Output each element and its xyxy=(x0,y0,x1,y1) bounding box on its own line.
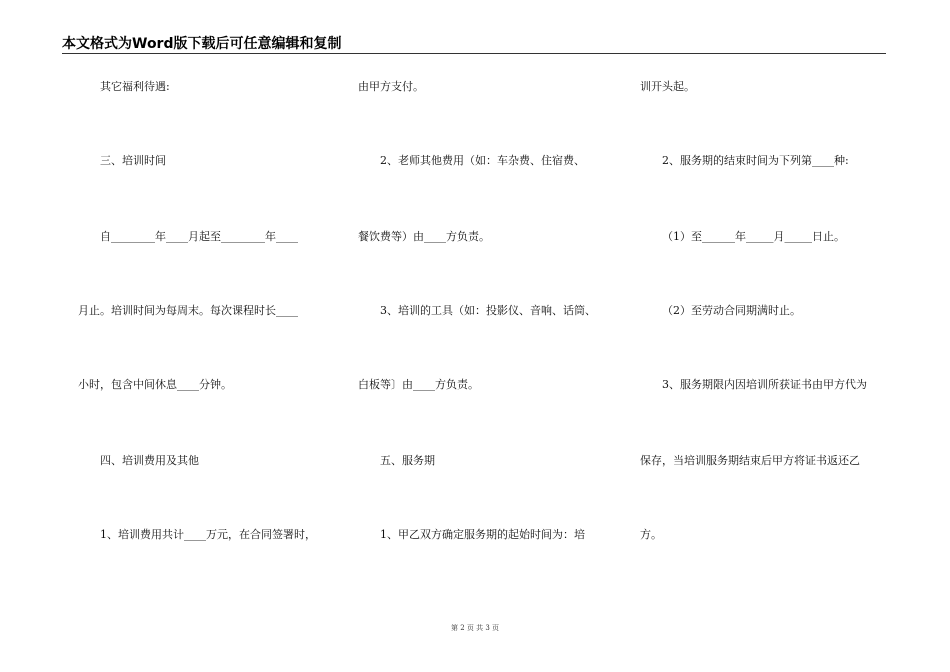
page-number-footer: 第 2 页 共 3 页 xyxy=(450,624,500,632)
text-line: 保存，当培训服务期结束后甲方将证书返还乙 xyxy=(640,454,860,467)
text-line: （1）至______年_____月_____日止。 xyxy=(662,230,845,243)
text-line: 2、服务期的结束时间为下列第____种: xyxy=(662,154,849,167)
text-line: 1、培训费用共计____万元，在合同签署时， xyxy=(100,528,316,541)
text-line: 白板等〕由____方负责。 xyxy=(358,378,479,391)
text-line: 餐饮费等）由____方负责。 xyxy=(358,230,490,243)
text-line: 2、老师其他费用（如：车杂费、住宿费、 xyxy=(380,154,585,167)
text-line: 1、甲乙双方确定服务期的起始时间为：培 xyxy=(380,528,585,541)
text-line: 五、服务期 xyxy=(380,454,435,467)
text-line: 其它福利待遇: xyxy=(100,80,170,93)
header-divider xyxy=(62,53,886,54)
text-line: 四、培训费用及其他 xyxy=(100,454,199,467)
text-line: （2）至劳动合同期满时止。 xyxy=(662,304,801,317)
text-line: 小时，包含中间休息____分钟。 xyxy=(78,378,232,391)
text-line: 月止。培训时间为每周末。每次课程时长____ xyxy=(78,304,298,317)
text-line: 三、培训时间 xyxy=(100,154,166,167)
text-line: 由甲方支付。 xyxy=(358,80,424,93)
text-line: 3、培训的工具（如：投影仪、音响、话筒、 xyxy=(380,304,596,317)
text-line: 3、服务期限内因培训所获证书由甲方代为 xyxy=(662,378,867,391)
text-line: 方。 xyxy=(640,528,662,541)
document-header-title: 本文格式为Word版下载后可任意编辑和复制 xyxy=(62,36,342,52)
text-line: 自________年____月起至________年____ xyxy=(100,230,298,243)
text-line: 训开头起。 xyxy=(640,80,695,93)
